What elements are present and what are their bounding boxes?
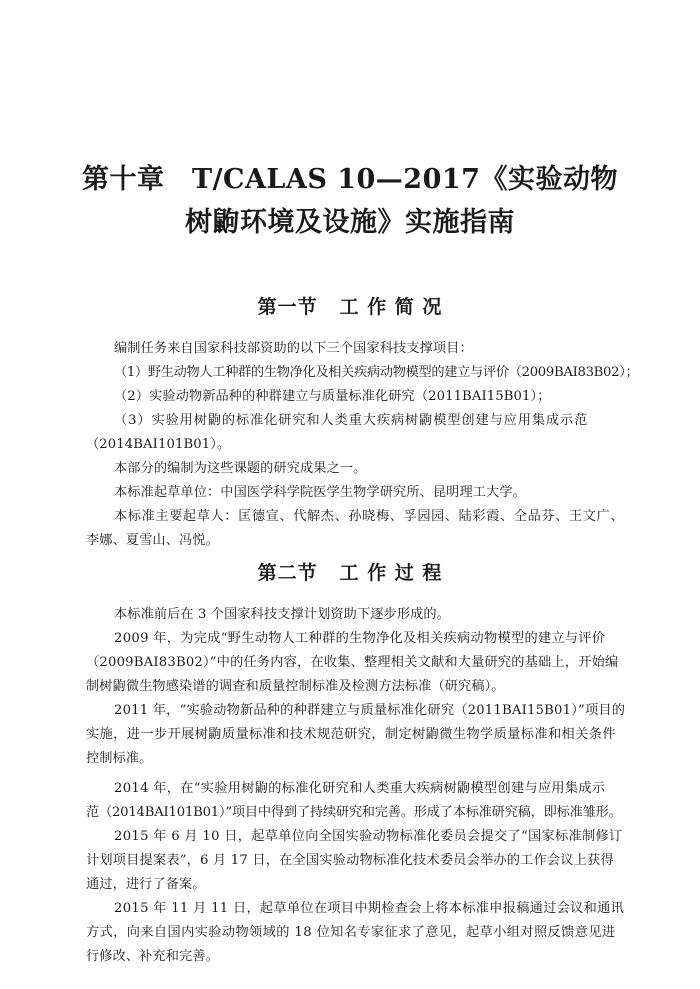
paragraph-line: （2009BAI83B02）”中的任务内容，在收集、整理相关文献和大量研究的基础上，开始编: [86, 655, 619, 670]
paragraph-line: 计划项目提案表”，6 月 17 日，在全国实验动物标准化技术委员会举办的工作会议上获得: [86, 853, 614, 868]
paragraph-line: 本部分的编制为这些课题的研究成果之一。: [114, 461, 367, 476]
chapter-title-line-1: 第十章 T/CALAS 10—2017《实验动物: [82, 164, 618, 195]
section-1-title: [60, 294, 640, 320]
paragraph-line: 行修改、补充和完善。: [86, 949, 219, 964]
chapter-title-line-2: 树鼩环境及设施》实施指南: [185, 207, 515, 238]
section-2-title: [60, 560, 640, 586]
section-1-heading: 工 作 简 况: [339, 296, 443, 318]
paragraph-line: （2014BAI101B01）。: [86, 437, 231, 452]
section-1-number: 第一节: [257, 296, 318, 318]
paragraph-line: 范（2014BAI101B01）”项目中得到了持续研究和完善。形成了本标准研究稿，即标准雏形。: [86, 805, 622, 820]
paragraph-line: 本标准起草单位：中国医学科学院医学生物学研究所、昆明理工大学。: [114, 485, 526, 500]
paragraph-line: 2015 年 6 月 10 日，起草单位向全国实验动物标准化委员会提交了“国家标准制修订: [114, 829, 623, 844]
paragraph-line: （3）实验用树鼩的标准化研究和人类重大疾病树鼩模型创建与应用集成示范: [114, 413, 589, 428]
paragraph-line: 编制任务来自国家科技部资助的以下三个国家科技支撑项目：: [114, 341, 473, 356]
paragraph-line: 李娜、夏雪山、冯悦。: [86, 533, 219, 548]
paragraph-line: 2014 年，在“实验用树鼩的标准化研究和人类重大疾病树鼩模型创建与应用集成示: [114, 781, 606, 796]
paragraph-line: 本标准前后在 3 个国家科技支撑计划资助下逐步形成的。: [114, 607, 450, 622]
paragraph-line: 通过，进行了备案。: [86, 877, 206, 892]
paragraph-line: 本标准主要起草人：匡德宣、代解杰、孙晓梅、孚园园、陆彩霞、仝品芬、王文广、: [114, 509, 625, 524]
section-2-number: 第二节: [257, 562, 318, 584]
section-2-heading: 工 作 过 程: [339, 562, 443, 584]
paragraph-line: 制树鼩微生物感染谱的调查和质量控制标准及检测方法标准（研究稿）。: [86, 679, 505, 694]
paragraph-line: 2009 年，为完成“野生动物人工种群的生物净化及相关疾病动物模型的建立与评价: [114, 631, 606, 646]
paragraph-line: 实施，进一步开展树鼩质量标准和技术规范研究，制定树鼩微生物学质量标准和相关条件: [86, 727, 616, 742]
paragraph-line: （1）野生动物人工种群的生物净化及相关疾病动物模型的建立与评价（2009BAI83B02）；: [114, 365, 639, 380]
paragraph-line: 控制标准。: [86, 751, 153, 766]
paragraph-line: 2011 年，“实验动物新品种的种群建立与质量标准化研究（2011BAI15B01）”项目的: [114, 703, 626, 718]
paragraph-line: 2015 年 11 月 11 日，起草单位在项目中期检查会上将本标准申报稿通过会议和通讯: [114, 901, 625, 916]
paragraph-line: （2）实验动物新品种的种群建立与质量标准化研究（2011BAI15B01）；: [114, 389, 551, 404]
paragraph-line: 方式，向来自国内实验动物领域的 18 位知名专家征求了意见，起草小组对照反馈意见进: [86, 925, 616, 940]
